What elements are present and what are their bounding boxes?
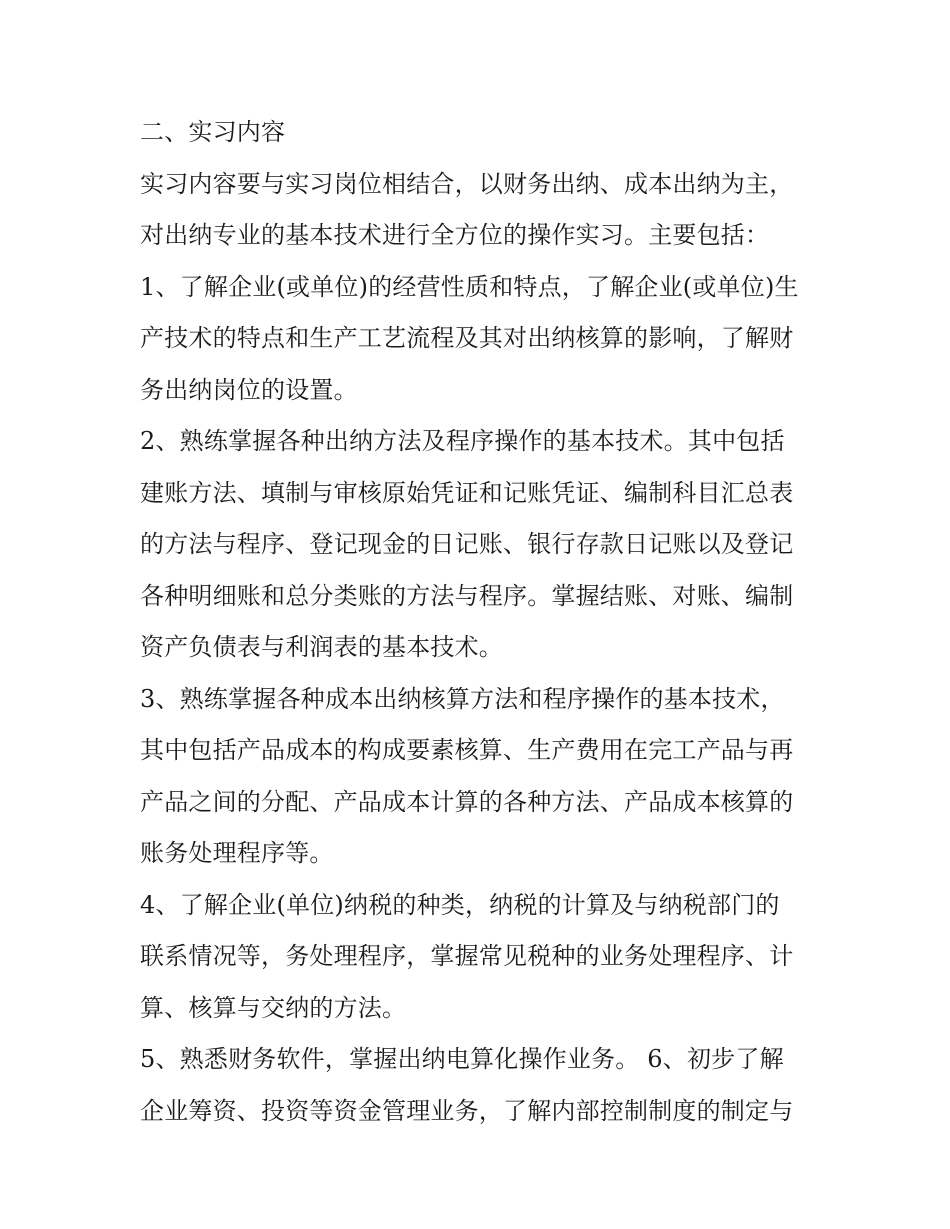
text-line: 其中包括产品成本的构成要素核算、生产费用在完工产品与再 [140,736,794,764]
text-line: 各种明细账和总分类账的方法与程序。掌握结账、对账、编制 [140,581,794,610]
text-line: 账务处理程序等。 [140,839,334,867]
text-line: 实习内容要与实习岗位相结合，以财务出纳、成本出纳为主， [140,169,794,198]
text-line: 1、了解企业(或单位)的经营性质和特点，了解企业(或单位)生 [140,272,799,301]
document-body [140,107,820,1137]
text-line: 产技术的特点和生产工艺流程及其对出纳核算的影响，了解财 [140,324,794,352]
text-line: 产品之间的分配、产品成本计算的各种方法、产品成本核算的 [140,787,794,816]
text-line: 务出纳岗位的设置。 [140,375,358,404]
text-line: 5、熟悉财务软件，掌握出纳电算化操作业务。 6、初步了解 [140,1045,784,1073]
text-line: 联系情况等，务处理程序，掌握常见税种的业务处理程序、计 [140,942,794,970]
text-line: 的方法与程序、登记现金的日记账、银行存款日记账以及登记 [140,530,794,558]
text-line: 3、熟练掌握各种成本出纳核算方法和程序操作的基本技术， [140,684,785,713]
text-line: 算、核算与交纳的方法。 [140,993,407,1022]
text-line: 企业筹资、投资等资金管理业务，了解内部控制制度的制定与 [140,1096,794,1125]
text-line: 2、熟练掌握各种出纳方法及程序操作的基本技术。其中包括 [140,427,785,455]
text-line: 对出纳专业的基本技术进行全方位的操作实习。主要包括： [140,221,770,249]
text-line: 建账方法、填制与审核原始凭证和记账凭证、编制科目汇总表 [140,478,794,507]
text-line: 4、了解企业(单位)纳税的种类，纳税的计算及与纳税部门的 [140,890,780,919]
section-heading: 二、实习内容 [140,118,286,146]
text-line: 资产负债表与利润表的基本技术。 [140,633,503,661]
